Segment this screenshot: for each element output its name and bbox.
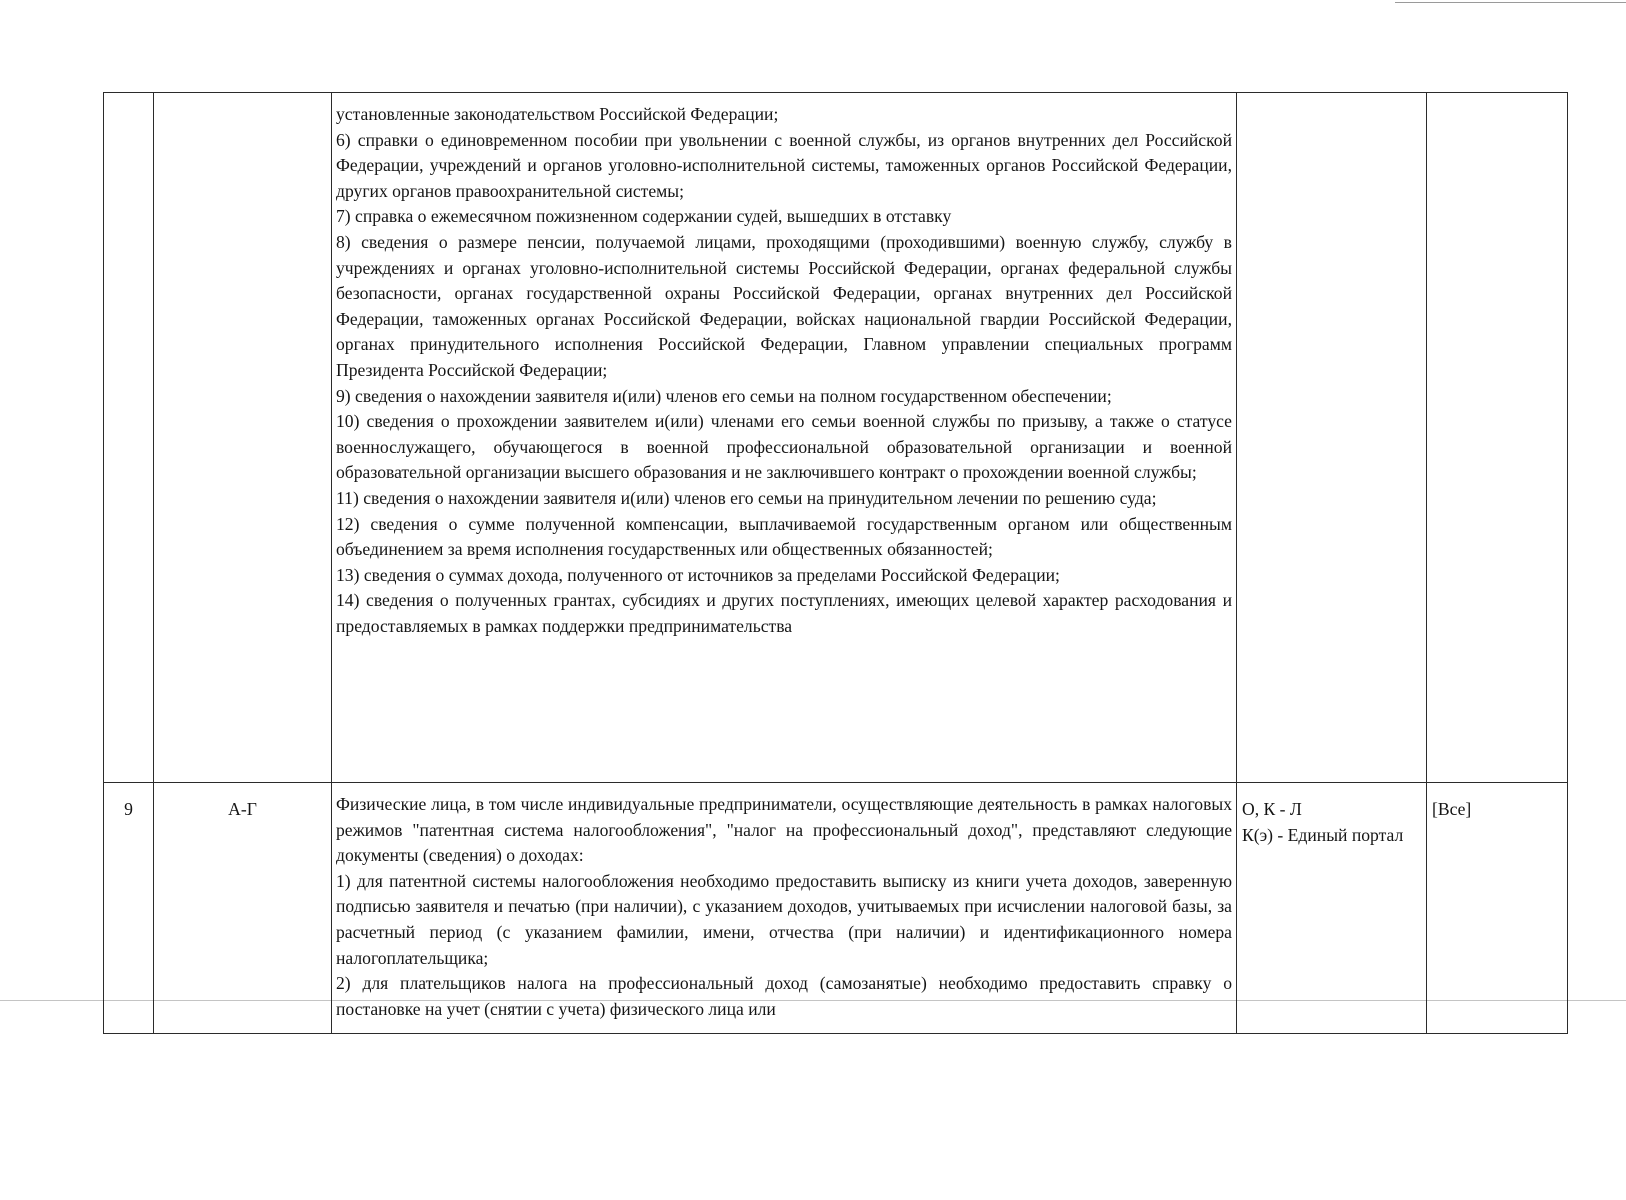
documents-paragraph: 13) сведения о суммах дохода, полученного от источников за пределами Российской Федерации; [336, 564, 1060, 585]
documents-paragraph: 11) сведения о нахождении заявителя и(или) членов его семьи на принудительном лечении по решению суда; [336, 487, 1157, 508]
submission-mode-line: О, К - Л [1242, 799, 1302, 819]
table-row-continued [104, 93, 1568, 783]
category-code-cell: А-Г [154, 783, 332, 1034]
scan-edge-top [1395, 2, 1626, 3]
documents-paragraph: установленные законодательством Российской Федерации; [336, 104, 779, 124]
row-number-cell: 9 [104, 783, 154, 1034]
table-row-9 [104, 783, 1568, 1034]
submission-mode-line: К(э) - Единый портал [1242, 824, 1404, 845]
documents-paragraph: Физические лица, в том числе индивидуальные предприниматели, осуществляющие деятельность в рамках налоговых режимов "патентная система налогообложения", "налог на профессиональный доход", представляют следующие документы (сведения) о доходах: [336, 794, 1232, 866]
submission-mode-cell [1237, 783, 1427, 1034]
documents-paragraph: 7) справка о ежемесячном пожизненном содержании судей, вышедших в отставку [336, 206, 952, 227]
documents-list-cell [332, 93, 1237, 783]
row-number-cell [104, 93, 154, 783]
documents-paragraph: 10) сведения о прохождении заявителем и(или) членами его семьи военной службы по призыву, а также о статусе военнослужащего, обучающегося в военной профессиональной образовательной организации и военной образовательной организации высшего образования и не заключившего контракт о прохождении военной службы; [336, 411, 1232, 483]
scope-cell: [Все] [1427, 783, 1568, 1034]
documents-paragraph: 6) справки о единовременном пособии при увольнении с военной службы, из органов внутренних дел Российской Федерации, учреждений и органов уголовно-исполнительной системы, таможенных органов Российской Федерации, других органов правоохранительной системы; [336, 129, 1232, 201]
category-code-cell [154, 93, 332, 783]
submission-mode-cell [1237, 93, 1427, 783]
document-table [103, 92, 1568, 1034]
documents-paragraph: 2) для плательщиков налога на профессиональный доход (самозанятые) необходимо предоставить справку о постановке на учет (снятии с учета) физического лица или [336, 973, 1232, 1019]
documents-paragraph: 12) сведения о сумме полученной компенсации, выплачиваемой государственным органом или общественным объединением за время исполнения государственных или общественных обязанностей; [336, 513, 1232, 560]
documents-list-cell [332, 783, 1237, 1034]
documents-paragraph: 1) для патентной системы налогообложения необходимо предоставить выписку из книги учета доходов, заверенную подписью заявителя и печатью (при наличии), с указанием доходов, учитываемых при исчислении налоговой базы, за расчетный период (с указанием фамилии, имени, отчества (при наличии) и идентификационного номера налогоплательщика; [336, 870, 1232, 968]
documents-paragraph: 9) сведения о нахождении заявителя и(или) членов его семьи на полном государственном обеспечении; [336, 385, 1112, 406]
documents-paragraph: 14) сведения о полученных грантах, субсидиях и других поступлениях, имеющих целевой характер расходования и предоставляемых в рамках поддержки предпринимательства [336, 590, 1232, 636]
scope-cell [1427, 93, 1568, 783]
documents-paragraph: 8) сведения о размере пенсии, получаемой лицами, проходящими (проходившими) военную службу, службу в учреждениях и органах уголовно-исполнительной системы Российской Федерации, органах федеральной службы безопасности, органах государственной охраны Российской Федерации, органах внутренних дел Российской Федерации, таможенных органах Российской Федерации, войсках национальной гвардии Российской Федерации, органах принудительного исполнения Российской Федерации, Главном управлении специальных программ Президента Российской Федерации; [336, 231, 1232, 380]
